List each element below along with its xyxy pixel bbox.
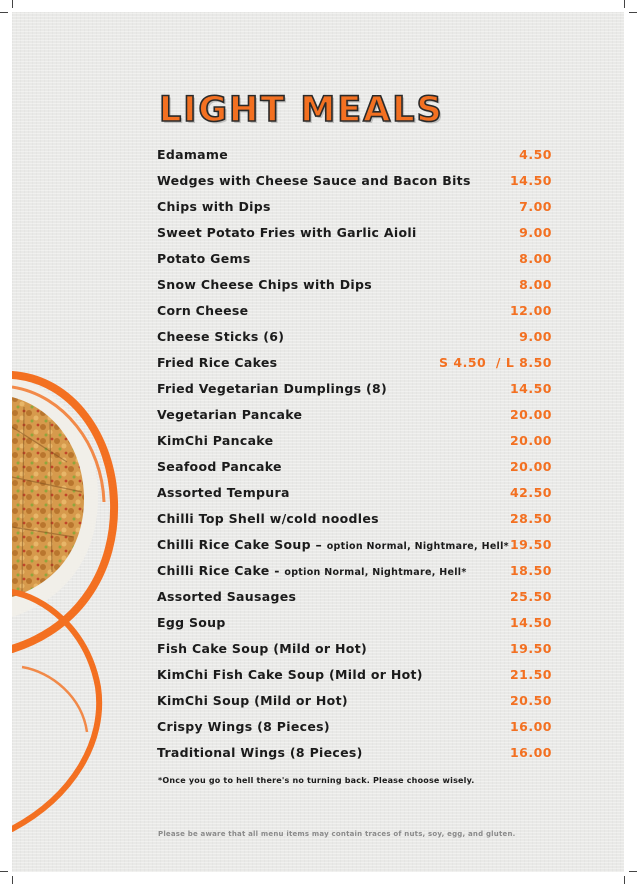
item-price: 20.00	[509, 407, 552, 422]
item-name: Chilli Rice Cake Soup –	[157, 537, 323, 552]
menu-item	[157, 428, 552, 454]
item-name: Chilli Top Shell w/cold noodles	[157, 511, 379, 526]
menu-item	[157, 220, 552, 246]
menu-list	[157, 142, 552, 766]
item-name: Fried Vegetarian Dumplings (8)	[157, 381, 387, 396]
item-price: 25.50	[509, 589, 552, 604]
crop-mark	[12, 0, 13, 8]
allergen-disclaimer: Please be aware that all menu items may contain traces of nuts, soy, egg, and gluten.	[158, 830, 516, 838]
item-price: 28.50	[509, 511, 552, 526]
item-name: KimChi Pancake	[157, 433, 274, 448]
menu-item	[157, 246, 552, 272]
item-name: Snow Cheese Chips with Dips	[157, 277, 372, 292]
menu-item	[157, 662, 552, 688]
menu-item	[157, 740, 552, 766]
item-name: Fish Cake Soup (Mild or Hot)	[157, 641, 367, 656]
menu-page	[12, 12, 624, 872]
item-name: KimChi Fish Cake Soup (Mild or Hot)	[157, 667, 423, 682]
item-name: Chips with Dips	[157, 199, 271, 214]
item-name: Chilli Rice Cake -	[157, 563, 280, 578]
crop-mark	[0, 871, 8, 872]
menu-item	[157, 610, 552, 636]
footnote: *Once you go to hell there's no turning back. Please choose wisely.	[158, 776, 475, 785]
item-price: 19.50	[509, 537, 552, 552]
item-name: Corn Cheese	[157, 303, 249, 318]
item-price: 16.00	[509, 745, 552, 760]
item-price: 4.50	[519, 147, 552, 162]
item-name: KimChi Soup (Mild or Hot)	[157, 693, 348, 708]
item-price: 42.50	[509, 485, 552, 500]
crop-mark	[629, 871, 637, 872]
menu-item	[157, 324, 552, 350]
menu-item	[157, 376, 552, 402]
menu-item	[157, 194, 552, 220]
crop-mark	[12, 876, 13, 884]
menu-item	[157, 350, 552, 376]
item-name: Potato Gems	[157, 251, 251, 266]
item-option: option Normal, Nightmare, Hell*	[284, 567, 467, 578]
page-title: LIGHT MEALS	[159, 90, 444, 130]
item-price: 20.00	[509, 459, 552, 474]
menu-item	[157, 480, 552, 506]
crop-mark	[629, 12, 637, 13]
crop-mark	[624, 876, 625, 884]
item-price: 20.00	[509, 433, 552, 448]
item-option: option Normal, Nightmare, Hell*	[326, 541, 509, 552]
menu-item	[157, 454, 552, 480]
item-name: Wedges with Cheese Sauce and Bacon Bits	[157, 173, 471, 188]
item-name: Traditional Wings (8 Pieces)	[157, 745, 363, 760]
item-price: 16.00	[509, 719, 552, 734]
menu-item	[157, 142, 552, 168]
item-price: 12.00	[509, 303, 552, 318]
crop-mark	[0, 12, 8, 13]
item-name: Assorted Sausages	[157, 589, 297, 604]
menu-item	[157, 688, 552, 714]
menu-item	[157, 272, 552, 298]
item-name: Egg Soup	[157, 615, 226, 630]
item-price: S 4.50 / L 8.50	[439, 355, 552, 370]
menu-item	[157, 636, 552, 662]
item-name: Vegetarian Pancake	[157, 407, 303, 422]
item-name: Cheese Sticks (6)	[157, 329, 285, 344]
menu-item	[157, 298, 552, 324]
item-name: Fried Rice Cakes	[157, 355, 278, 370]
item-price: 9.00	[519, 329, 552, 344]
menu-item	[157, 558, 552, 584]
item-price: 19.50	[509, 641, 552, 656]
menu-item	[157, 584, 552, 610]
item-price: 14.50	[509, 615, 552, 630]
item-name: Crispy Wings (8 Pieces)	[157, 719, 330, 734]
item-price: 14.50	[509, 173, 552, 188]
item-name: Seafood Pancake	[157, 459, 282, 474]
menu-item	[157, 714, 552, 740]
item-price: 8.00	[519, 277, 552, 292]
menu-item	[157, 402, 552, 428]
menu-item	[157, 532, 552, 558]
item-name: Edamame	[157, 147, 228, 162]
item-name: Sweet Potato Fries with Garlic Aioli	[157, 225, 417, 240]
crop-mark	[624, 0, 625, 8]
item-price: 18.50	[509, 563, 552, 578]
item-price: 7.00	[519, 199, 552, 214]
item-name: Assorted Tempura	[157, 485, 290, 500]
item-price: 21.50	[509, 667, 552, 682]
item-price: 8.00	[519, 251, 552, 266]
menu-item	[157, 506, 552, 532]
pancake-plate-illustration	[12, 367, 122, 837]
item-price: 20.50	[509, 693, 552, 708]
item-price: 9.00	[519, 225, 552, 240]
item-price: 14.50	[509, 381, 552, 396]
menu-item	[157, 168, 552, 194]
